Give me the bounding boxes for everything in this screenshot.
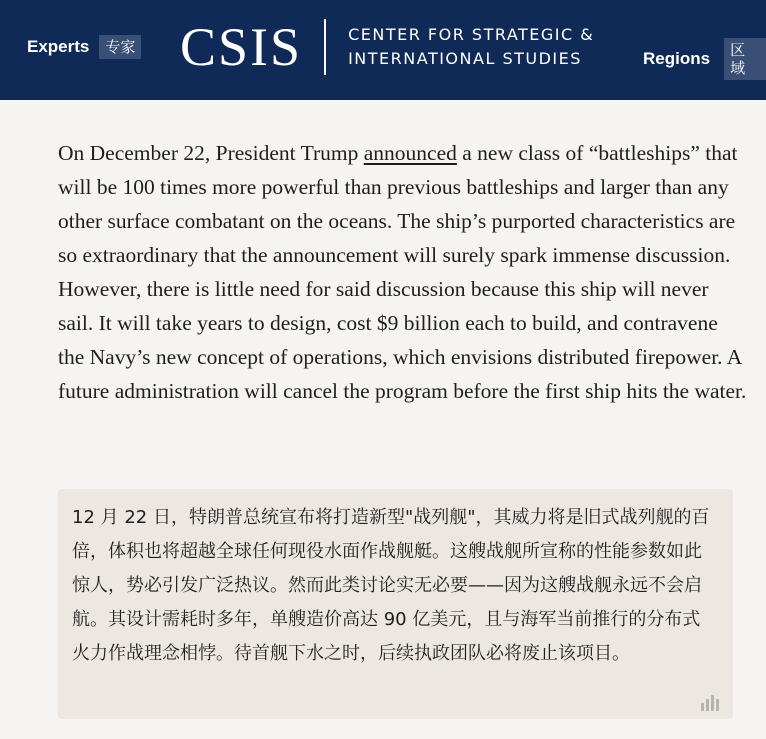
logo-subtitle	[348, 23, 594, 71]
logo-subtitle-line1: CENTER FOR STRATEGIC &	[348, 25, 595, 44]
nav-experts-label[interactable]: Experts	[27, 37, 90, 56]
logo-subtitle-line2: INTERNATIONAL STUDIES	[348, 49, 582, 68]
translation-block	[58, 489, 733, 719]
translation-paragraph: 12 月 22 日，特朗普总统宣布将打造新型"战列舰"，其威力将是旧式战列舰的百倍，体积也将超越全球任何现役水面作战舰艇。这艘战舰所宣称的性能参数如此惊人，势必引发广泛热议。然而此类讨论实无必要——因为这艘战舰永远不会启航。其设计需耗时多年，单艘造价高达 90 亿美元，且与海军当前推行的分布式火力作战理念相悖。待首舰下水之时，后续执政团队必将废止该项目。	[72, 507, 710, 664]
site-header	[0, 0, 766, 100]
logo-wordmark: CSIS	[180, 17, 303, 77]
paragraph-text-rest: a new class of “battleships” that will be 100 times more powerful than previous battleships and larger than any other surface combatant on the oceans. The ship’s purported characteristics are so extraordinary that the announcement will surely spark immense discussion. However, there is little need for said discussion because this ship will never sail. It will take years to design, cost $9 billion each to build, and contravene the Navy’s new concept of operations, which envisions distributed firepower. A future administration will cancel the program before the first ship hits the water.	[58, 141, 747, 403]
article-paragraph	[58, 136, 748, 408]
nav-experts-translation-badge: 专家	[99, 35, 141, 59]
logo-divider	[324, 19, 326, 75]
article-body	[58, 136, 748, 408]
nav-regions[interactable]	[643, 38, 766, 80]
csis-logo[interactable]	[180, 18, 594, 76]
nav-experts[interactable]	[27, 35, 141, 59]
announced-link[interactable]: announced	[363, 141, 457, 165]
watermark-logo	[701, 695, 719, 711]
nav-regions-translation-badge: 区域	[724, 38, 766, 80]
nav-regions-label[interactable]: Regions	[643, 49, 711, 68]
paragraph-text-start: On December 22, President Trump	[58, 141, 364, 165]
watermark-bars-icon	[701, 695, 719, 711]
